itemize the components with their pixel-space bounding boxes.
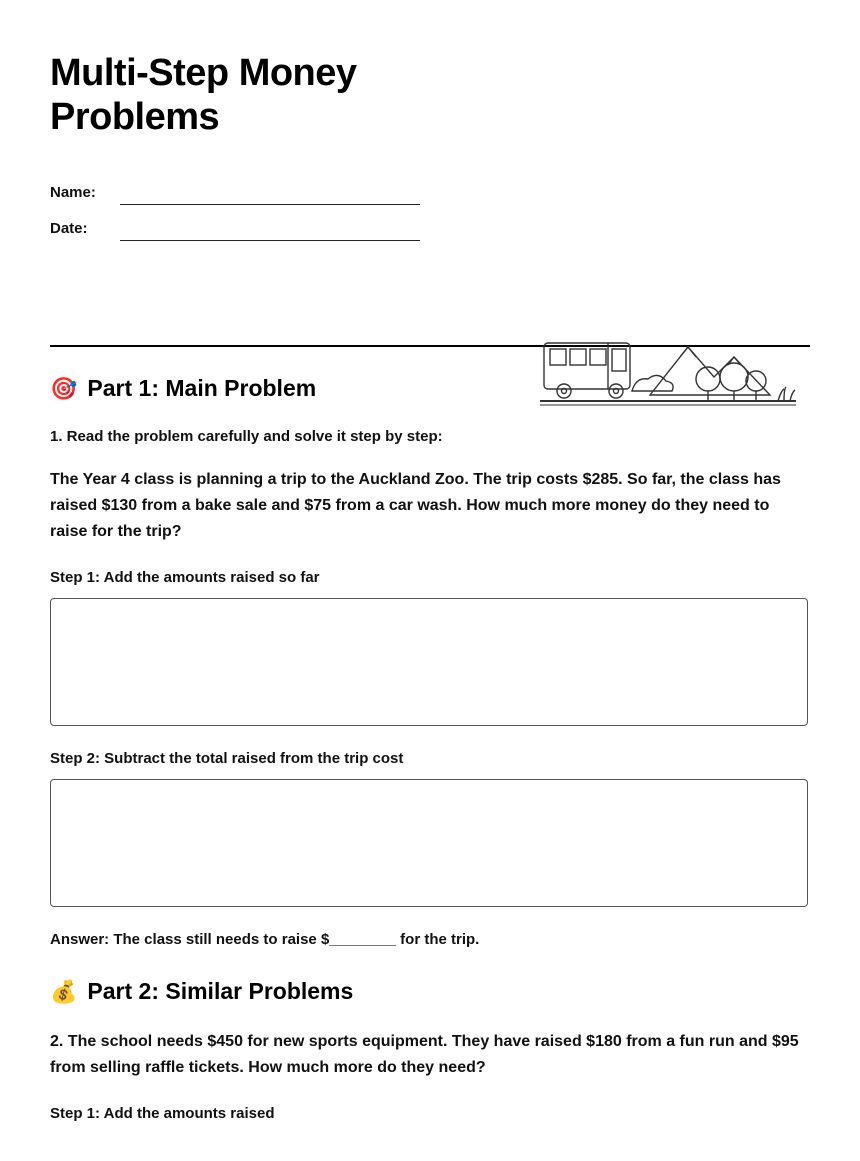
part2-problem-text: 2. The school needs $450 for new sports equipment. They have raised $180 from a fun run and $95 from selling raffle tickets. How much more do they need?: [50, 1033, 799, 1076]
money-bag-icon: 💰: [50, 978, 78, 1004]
part1-step1-answer-box[interactable]: [50, 598, 808, 726]
date-row: [50, 205, 810, 241]
school-bus-mountains-trees-illustration: [538, 317, 800, 415]
student-info-block: [50, 169, 810, 241]
part1-answer-line[interactable]: Answer: The class still needs to raise $________ for the trip.: [50, 931, 480, 949]
name-row: [50, 169, 810, 205]
part1-step2-label: Step 2: Subtract the total raised from the trip cost: [50, 750, 404, 768]
date-input-line[interactable]: [120, 218, 420, 241]
part1-step2-answer-box[interactable]: [50, 779, 808, 907]
page-title: Multi-Step Money Problems: [50, 52, 357, 138]
date-label: Date:: [50, 220, 88, 238]
part2-step1-label: Step 1: Add the amounts raised: [50, 1104, 275, 1122]
target-icon: 🎯: [50, 375, 78, 401]
name-input-line[interactable]: [120, 182, 420, 205]
part1-title: Part 1: Main Problem: [87, 375, 317, 402]
part1-problem-text: The Year 4 class is planning a trip to the Auckland Zoo. The trip costs $285. So far, the class has raised $130 from a bake sale and $75 from a car wash. How much more money do they need to raise for the trip?: [50, 471, 781, 541]
part2-header: [50, 978, 810, 1005]
part1-step1-label: Step 1: Add the amounts raised so far: [50, 569, 320, 587]
part2-title: Part 2: Similar Problems: [87, 978, 354, 1005]
name-label: Name:: [50, 184, 96, 202]
part1-instruction: 1. Read the problem carefully and solve it step by step:: [50, 428, 443, 446]
